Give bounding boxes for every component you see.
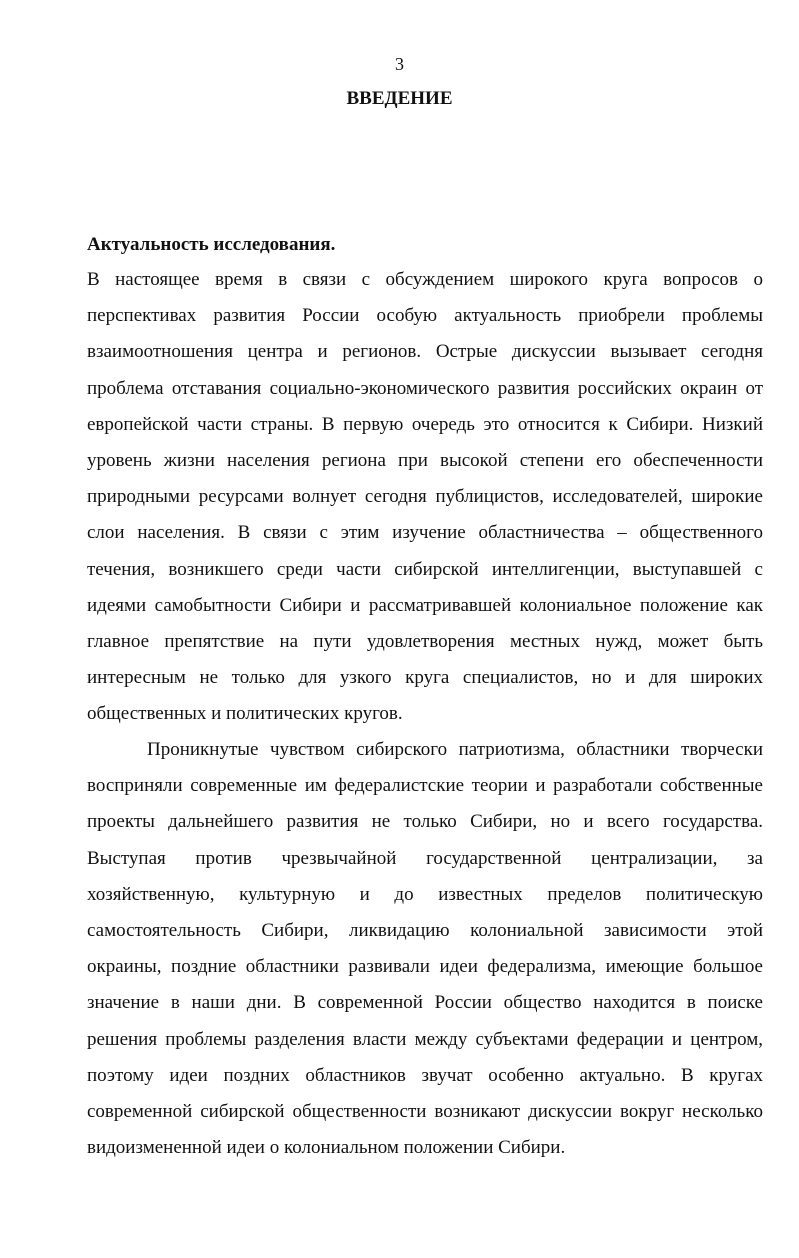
section-title: Актуальность исследования. (87, 234, 336, 255)
page-heading: ВВЕДЕНИЕ (346, 88, 453, 109)
paragraph-relevance: В настоящее время в связи с обсуждением широкого круга вопросов о перспективах развития России особую актуальность приобрели проблемы взаимоотношения центра и регионов. Острые дискуссии вызывает сегодня проблема отставания социально-экономического развития российских окраин от европейской части страны. В первую очередь это относится к Сибири. Низкий уровень жизни населения региона при высокой степени его обеспеченности природными ресурсами волнует сегодня публицистов, исследователей, широкие слои населения. В связи с этим изучение областничества – общественного течения, возникшего среди части сибирской интеллигенции, выступавшей с идеями самобытности Сибири и рассматривавшей колониальное положение как главное препятствие на пути удовлетворения местных нужд, может быть интересным не только для узкого круга специалистов, но и для широких общественных и политических кругов. (87, 269, 763, 725)
paragraph-regionalists: Проникнутые чувством сибирского патриотизма, областники творчески восприняли современные им федералистские теории и разработали собственные проекты дальнейшего развития не только Сибири, но и всего государства. Выступая против чрезвычайной государственной централизации, за хозяйственную, культурную и до известных пределов политическую самостоятельность Сибири, ликвидацию колониальной зависимости этой окраины, поздние областники развивали идеи федерализма, имеющие большое значение в наши дни. В современной России общество находится в поиске решения проблемы разделения власти между субъектами федерации и центром, поэтому идеи поздних областников звучат особенно актуально. В кругах современной сибирской общественности возникают дискуссии вокруг несколько видоизмененной идеи о колониальном положении Сибири. (87, 739, 763, 1159)
page-number: 3 (395, 54, 404, 74)
